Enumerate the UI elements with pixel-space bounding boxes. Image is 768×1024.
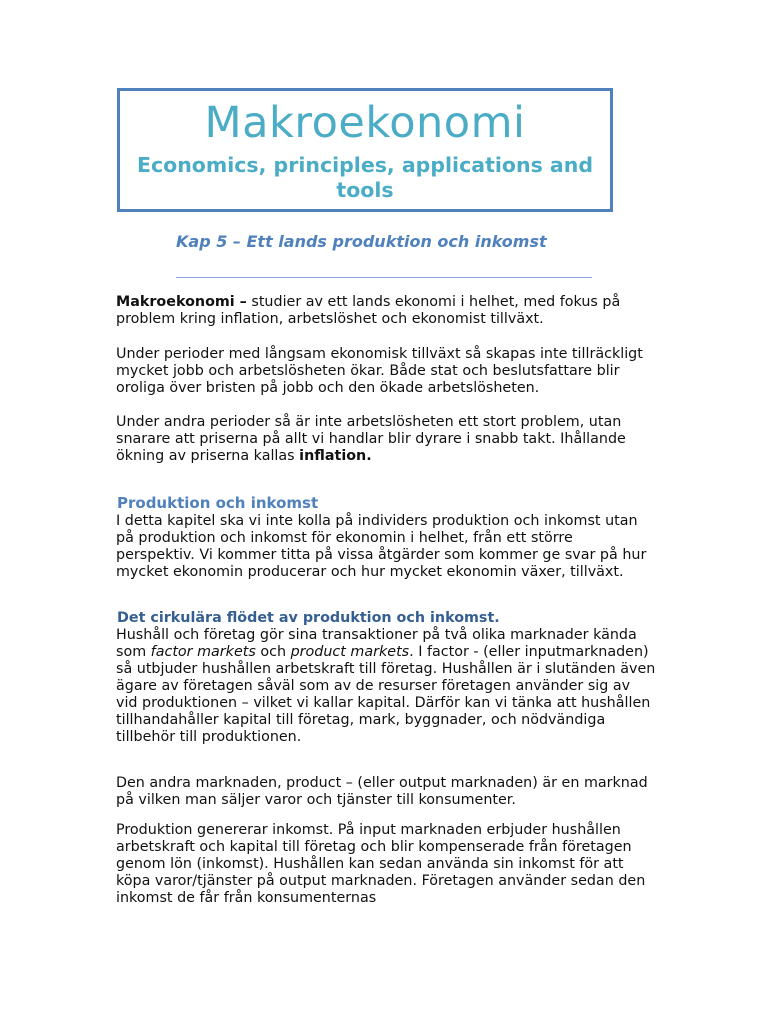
section-heading-production: Produktion och inkomst bbox=[117, 494, 319, 512]
intro-definition: studier av ett lands ekonomi i helhet, med fokus på problem kring inflation, arbetslöshet och ekonomist tillväxt. bbox=[116, 294, 621, 327]
circular-flow-text-c: . I factor - (eller inputmarknaden) så utbjuder hushållen arbetskraft till företag. Hushållen är i slutänden även ägare av företagen såväl som av de resurser företagen använder sig av vid produktionen – vilket vi kallar kapital. Därför kan vi tänka att hushållen tillhandahåller kapital till företag, mark, byggnader, och nödvändiga tillbehör till produktionen. bbox=[116, 644, 656, 745]
document-title: Makroekonomi bbox=[204, 98, 526, 148]
inflation-paragraph bbox=[116, 414, 656, 465]
growth-paragraph bbox=[116, 346, 656, 397]
production-text: I detta kapitel ska vi inte kolla på individers produktion och inkomst utan på produktion och inkomst för ekonomin i helhet, från ett större perspektiv. Vi kommer titta på vissa åtgärder som kommer ge svar på hur mycket ekonomin producerar och hur mycket ekonomin växer, tillväxt. bbox=[116, 513, 647, 580]
income-text: Produktion genererar inkomst. På input marknaden erbjuder hushållen arbetskraft och kapital till företag och blir kompenserade från företagen genom lön (inkomst). Hushållen kan sedan använda sin inkomst för att köpa varor/tjänster på output marknaden. Företagen använder sedan den inkomst de får från konsumenternas bbox=[116, 822, 646, 906]
chapter-heading: Kap 5 – Ett lands produktion och inkomst bbox=[176, 232, 547, 251]
intro-paragraph bbox=[116, 294, 656, 328]
factor-markets-term: factor markets bbox=[150, 644, 256, 660]
product-market-paragraph bbox=[116, 775, 656, 809]
income-paragraph bbox=[116, 822, 656, 907]
growth-text: Under perioder med långsam ekonomisk tillväxt så skapas inte tillräckligt mycket jobb och arbetslösheten ökar. Både stat och beslutsfattare blir oroliga över bristen på jobb och den ökade arbetslösheten. bbox=[116, 346, 643, 396]
section-heading-circular-flow: Det cirkulära flödet av produktion och inkomst. bbox=[117, 610, 500, 626]
circular-flow-text-a: Hushåll och företag gör sina transaktioner på två olika marknader kända som bbox=[116, 627, 637, 660]
intro-term: Makroekonomi – bbox=[116, 294, 247, 310]
title-box bbox=[117, 88, 613, 212]
inflation-text: Under andra perioder så är inte arbetslösheten ett stort problem, utan snarare att priserna på allt vi handlar blir dyrare i snabb takt. Ihållande ökning av priserna kallas bbox=[116, 414, 626, 464]
product-market-text: Den andra marknaden, product – (eller output marknaden) är en marknad på vilken man säljer varor och tjänster till konsumenter. bbox=[116, 775, 648, 808]
inflation-term: inflation. bbox=[299, 448, 372, 464]
document-subtitle: Economics, principles, applications and tools bbox=[136, 153, 594, 202]
production-paragraph bbox=[116, 513, 656, 581]
product-markets-term: product markets bbox=[290, 644, 410, 660]
circular-flow-text-b: och bbox=[255, 644, 291, 660]
circular-flow-paragraph bbox=[116, 627, 656, 746]
chapter-divider bbox=[176, 277, 592, 278]
